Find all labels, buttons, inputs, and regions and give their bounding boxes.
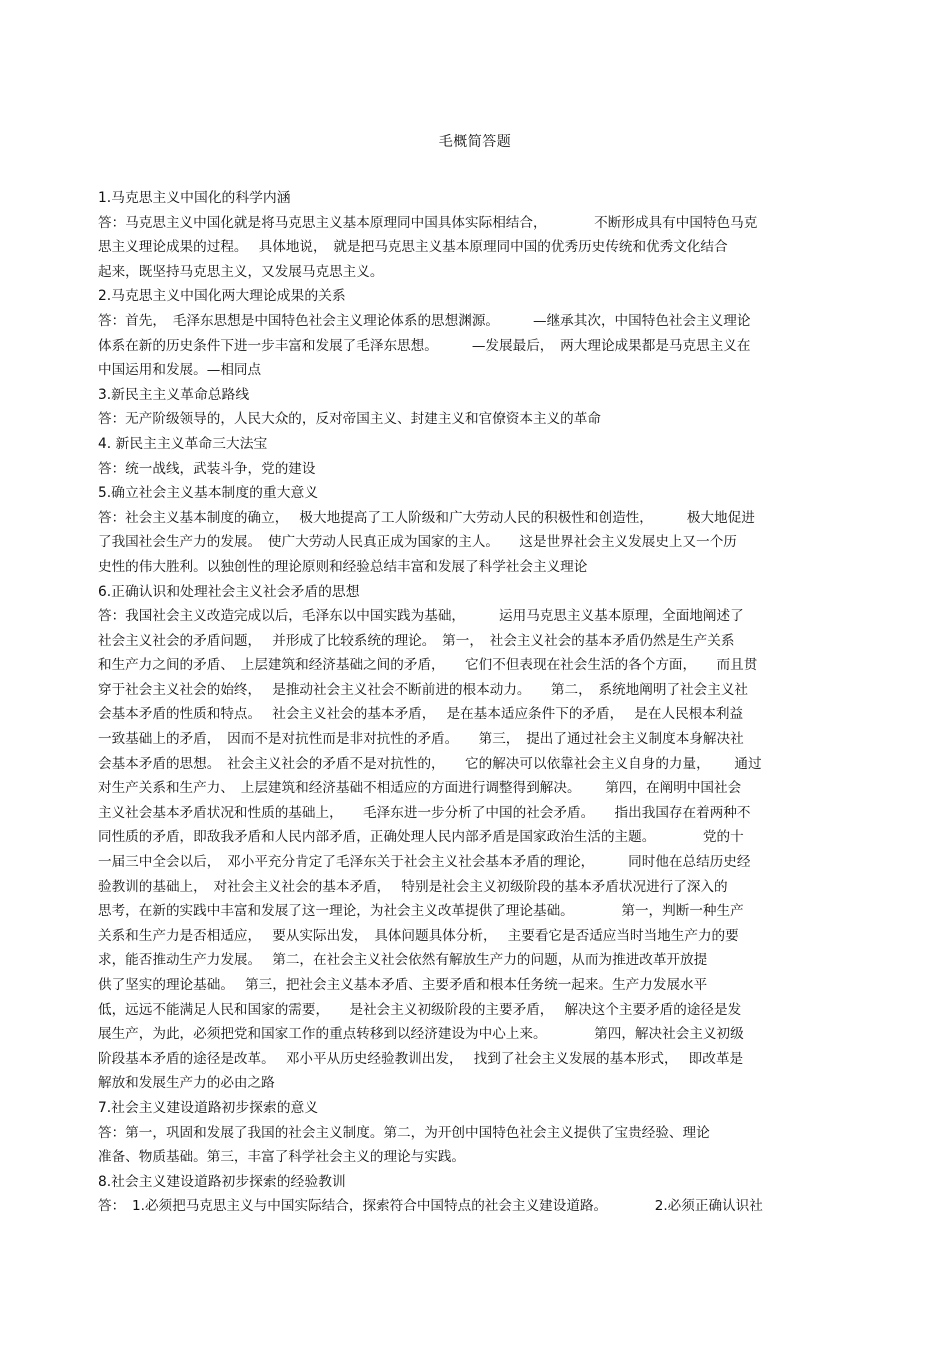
answer-line: 一致基础上的矛盾， 因而不是对抗性而是非对抗性的矛盾。 第三， 提出了通过社会主义制度本身解决社 bbox=[98, 731, 744, 748]
answer-line: 解放和发展生产力的必由之路 bbox=[98, 1075, 275, 1092]
question-heading: 2.马克思主义中国化两大理论成果的关系 bbox=[98, 288, 346, 305]
answer-line: 答：无产阶级领导的，人民大众的，反对帝国主义、封建主义和官僚资本主义的革命 bbox=[98, 411, 601, 428]
question-heading: 1.马克思主义中国化的科学内涵 bbox=[98, 190, 291, 206]
answer-line: 史性的伟大胜利。以独创性的理论原则和经验总结丰富和发展了科学社会主义理论 bbox=[98, 558, 588, 575]
answer-line: 答：首先， 毛泽东思想是中国特色社会主义理论体系的思想渊源。 —继承其次，中国特色社会主义理论 bbox=[98, 312, 751, 329]
question-heading: 6.正确认识和处理社会主义社会矛盾的思想 bbox=[98, 583, 360, 600]
answer-line: 答：马克思主义中国化就是将马克思主义基本原理同中国具体实际相结合， 不断形成具有中国特色马克 bbox=[98, 214, 758, 231]
question-heading: 5.确立社会主义基本制度的重大意义 bbox=[98, 485, 319, 502]
answer-line: 穿于社会主义社会的始终， 是推动社会主义社会不断前进的根本动力。 第二， 系统地阐明了社会主义社 bbox=[98, 681, 749, 698]
answer-line: 思考，在新的实践中丰富和发展了这一理论，为社会主义改革提供了理论基础。 第一，判断一种生产 bbox=[98, 903, 744, 920]
answer-line: 关系和生产力是否相适应， 要从实际出发， 具体问题具体分析， 主要看它是否适应当时当地生产力的要 bbox=[98, 927, 739, 944]
answer-line: 答：我国社会主义改造完成以后，毛泽东以中国实践为基础， 运用马克思主义基本原理，全面地阐述了 bbox=[98, 608, 744, 625]
question-heading: 8.社会主义建设道路初步探索的经验教训 bbox=[98, 1173, 346, 1190]
answer-line: 社会主义社会的矛盾问题， 并形成了比较系统的理论。 第一， 社会主义社会的基本矛盾仍然是生产关系 bbox=[98, 632, 735, 649]
document-title: 毛概简答题 bbox=[438, 134, 512, 150]
answer-line: 和生产力之间的矛盾、 上层建筑和经济基础之间的矛盾， 它们不但表现在社会生活的各个方面， 而且贯 bbox=[98, 657, 758, 674]
answer-line: 思主义理论成果的过程。 具体地说， 就是把马克思主义基本原理同中国的优秀历史传统和优秀文化结合 bbox=[98, 239, 728, 256]
answer-line: 体系在新的历史条件下进一步丰富和发展了毛泽东思想。 —发展最后， 两大理论成果都是马克思主义在 bbox=[98, 337, 751, 354]
answer-line: 供了坚实的理论基础。 第三，把社会主义基本矛盾、主要矛盾和根本任务统一起来。生产力发展水平 bbox=[98, 977, 708, 993]
answer-line: 起来，既坚持马克思主义，又发展马克思主义。 bbox=[98, 263, 384, 280]
answer-line: 准备、物质基础。第三，丰富了科学社会主义的理论与实践。 bbox=[98, 1149, 466, 1166]
answer-line: 同性质的矛盾，即敌我矛盾和人民内部矛盾，正确处理人民内部矛盾是国家政治生活的主题。 党的十 bbox=[98, 829, 744, 846]
document-body bbox=[98, 186, 850, 1219]
answer-line: 会基本矛盾的思想。 社会主义社会的矛盾不是对抗性的， 它的解决可以依靠社会主义自身的力量， 通过 bbox=[98, 755, 762, 772]
answer-line: 主义社会基本矛盾状况和性质的基础上， 毛泽东进一步分析了中国的社会矛盾。 指出我国存在着两种不 bbox=[98, 804, 751, 821]
answer-line: 会基本矛盾的性质和特点。 社会主义社会的基本矛盾， 是在基本适应条件下的矛盾， 是在人民根本利益 bbox=[98, 706, 744, 723]
answer-line: 验教训的基础上， 对社会主义社会的基本矛盾， 特别是社会主义初级阶段的基本矛盾状况进行了深入的 bbox=[98, 878, 728, 895]
answer-line: 求，能否推动生产力发展。 第二，在社会主义社会依然有解放生产力的问题，从而为推进改革开放提 bbox=[98, 952, 708, 969]
answer-line: 对生产关系和生产力、 上层建筑和经济基础不相适应的方面进行调整得到解决。 第四，在阐明中国社会 bbox=[98, 780, 742, 797]
answer-line: 了我国社会生产力的发展。 使广大劳动人民真正成为国家的主人。 这是世界社会主义发展史上又一个历 bbox=[98, 534, 737, 551]
question-heading: 4. 新民主主义革命三大法宝 bbox=[98, 435, 268, 452]
answer-line: 阶段基本矛盾的途径是改革。 邓小平从历史经验教训出发， 找到了社会主义发展的基本形式， 即改革是 bbox=[98, 1050, 744, 1067]
answer-line: 低，远远不能满足人民和国家的需要， 是社会主义初级阶段的主要矛盾， 解决这个主要矛盾的途径是发 bbox=[98, 1001, 742, 1018]
answer-line: 答：第一，巩固和发展了我国的社会主义制度。第二，为开创中国特色社会主义提供了宝贵经验、理论 bbox=[98, 1124, 710, 1141]
answer-line: 答：社会主义基本制度的确立， 极大地提高了工人阶级和广大劳动人民的积极性和创造性， 极大地促进 bbox=[98, 509, 755, 526]
question-heading: 3.新民主主义革命总路线 bbox=[98, 386, 250, 403]
answer-line: 展生产，为此，必须把党和国家工作的重点转移到以经济建设为中心上来。 第四，解决社会主义初级 bbox=[98, 1026, 744, 1043]
answer-line: 中国运用和发展。—相同点 bbox=[98, 362, 262, 379]
answer-line: 一届三中全会以后， 邓小平充分肯定了毛泽东关于社会主义社会基本矛盾的理论， 同时他在总结历史经 bbox=[98, 854, 751, 871]
answer-line: 答： 1.必须把马克思主义与中国实际结合，探索符合中国特点的社会主义建设道路。 2.必须正确认识社 bbox=[98, 1198, 763, 1215]
question-heading: 7.社会主义建设道路初步探索的意义 bbox=[98, 1099, 319, 1116]
answer-line: 答：统一战线，武装斗争，党的建设 bbox=[98, 460, 316, 477]
